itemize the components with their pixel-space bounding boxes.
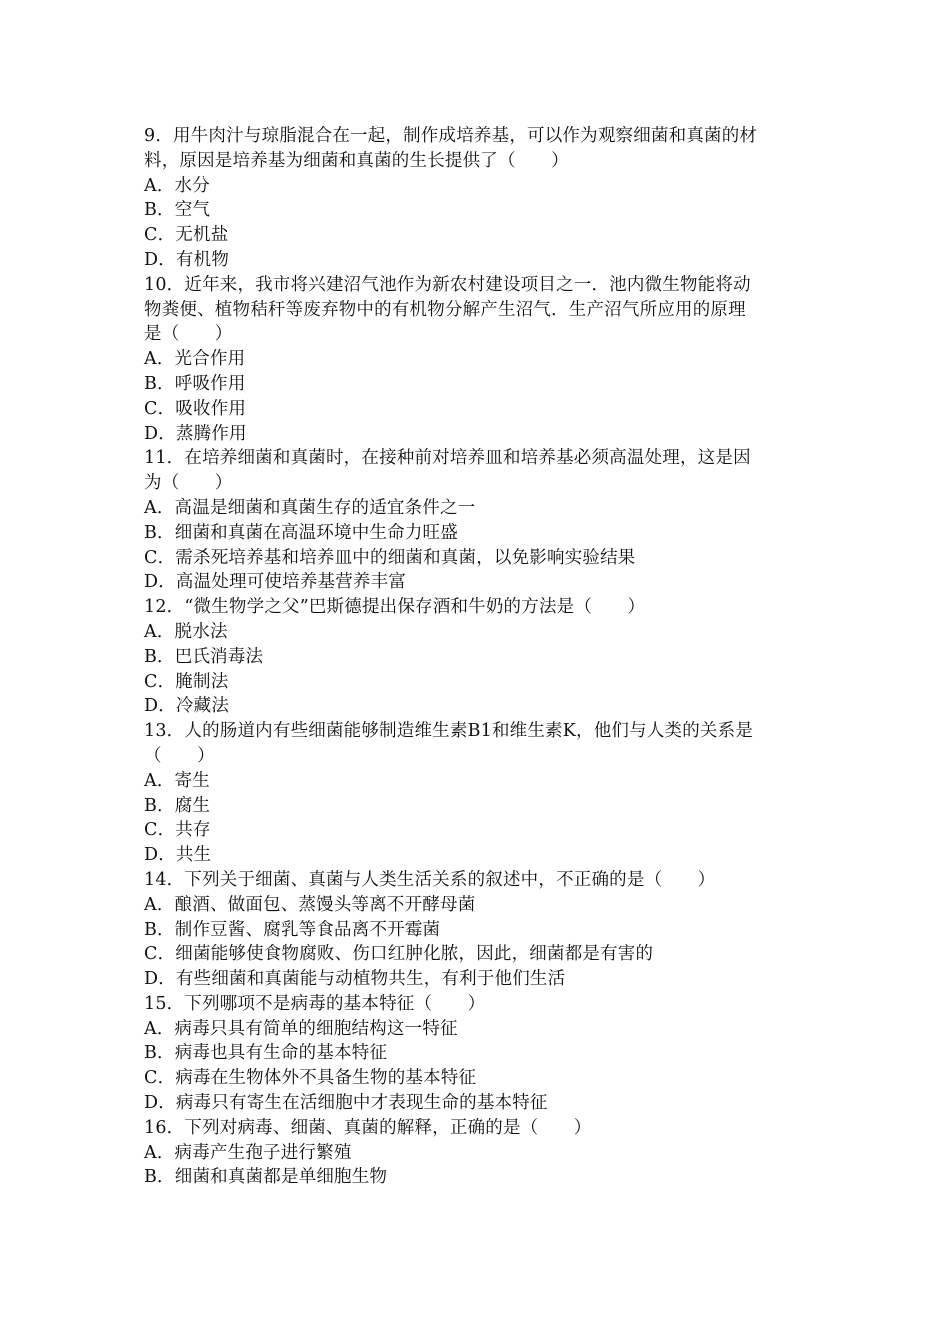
question-stem-line: 15．下列哪项不是病毒的基本特征（ ） (144, 993, 486, 1014)
answer-option: A．酿酒、做面包、蒸馒头等离不开酵母菌 (144, 894, 476, 915)
answer-option: C．需杀死培养基和培养皿中的细菌和真菌，以免影响实验结果 (144, 547, 636, 568)
answer-option: B．制作豆酱、腐乳等食品离不开霉菌 (144, 919, 441, 940)
answer-option: B．空气 (144, 200, 211, 221)
question-stem-line: 14．下列关于细菌、真菌与人类生活关系的叙述中，不正确的是（ ） (144, 869, 716, 890)
answer-option: C．共存 (144, 820, 211, 841)
answer-option: D．共生 (144, 845, 212, 866)
answer-option: D．高温处理可使培养基营养丰富 (144, 572, 407, 593)
answer-option: B．巴氏消毒法 (144, 646, 264, 667)
answer-option: A．光合作用 (144, 349, 246, 370)
question-stem-line: （ ） (144, 745, 215, 766)
answer-option: C．腌制法 (144, 671, 229, 692)
question-block (144, 992, 812, 1116)
answer-option: B．细菌和真菌都是单细胞生物 (144, 1167, 388, 1188)
question-stem-line: 11．在培养细菌和真菌时，在接种前对培养皿和培养基必须高温处理，这是因 (144, 448, 751, 469)
answer-option: A．寄生 (144, 770, 210, 791)
question-stem-line: 物粪便、植物秸秆等废弃物中的有机物分解产生沼气．生产沼气所应用的原理 (144, 299, 746, 320)
question-list (144, 124, 812, 1190)
answer-option: D．有些细菌和真菌能与动植物共生，有利于他们生活 (144, 969, 566, 990)
answer-option: A．病毒只具有简单的细胞结构这一特征 (144, 1018, 458, 1039)
answer-option: A．高温是细菌和真菌生存的适宜条件之一 (144, 497, 476, 518)
answer-option: C．细菌能够使食物腐败、伤口红肿化脓，因此，细菌都是有害的 (144, 944, 654, 965)
answer-option: D．病毒只有寄生在活细胞中才表现生命的基本特征 (144, 1093, 548, 1114)
question-block (144, 719, 812, 868)
answer-option: C．无机盐 (144, 225, 229, 246)
question-stem-line: 10．近年来，我市将兴建沼气池作为新农村建设项目之一．池内微生物能将动 (144, 274, 751, 295)
question-stem-line: 料，原因是培养基为细菌和真菌的生长提供了（ ） (144, 150, 569, 171)
question-stem-line: 16．下列对病毒、细菌、真菌的解释，正确的是（ ） (144, 1117, 592, 1138)
answer-option: D．有机物 (144, 249, 230, 270)
question-stem-line: 12．“微生物学之父”巴斯德提出保存酒和牛奶的方法是（ ） (144, 597, 646, 618)
question-block (144, 273, 812, 447)
answer-option: B．腐生 (144, 795, 211, 816)
question-stem-line: 13．人的肠道内有些细菌能够制造维生素B1和维生素K，他们与人类的关系是 (144, 721, 754, 742)
question-block (144, 1116, 812, 1190)
question-block (144, 124, 812, 273)
question-stem-line: 为（ ） (144, 473, 233, 494)
question-block (144, 595, 812, 719)
answer-option: A．脱水法 (144, 621, 228, 642)
question-stem-line: 9．用牛肉汁与琼脂混合在一起，制作成培养基，可以作为观察细菌和真菌的材 (144, 126, 758, 146)
answer-option: A．病毒产生孢子进行繁殖 (144, 1142, 352, 1163)
answer-option: A．水分 (144, 175, 210, 196)
answer-option: C．吸收作用 (144, 398, 247, 419)
question-block (144, 868, 812, 992)
question-stem-line: 是（ ） (144, 324, 233, 345)
answer-option: B．呼吸作用 (144, 373, 246, 394)
answer-option: D．冷藏法 (144, 696, 230, 717)
answer-option: B．细菌和真菌在高温环境中生命力旺盛 (144, 522, 458, 543)
answer-option: B．病毒也具有生命的基本特征 (144, 1043, 388, 1064)
answer-option: C．病毒在生物体外不具备生物的基本特征 (144, 1068, 477, 1089)
answer-option: D．蒸腾作用 (144, 423, 247, 444)
question-block (144, 446, 812, 595)
